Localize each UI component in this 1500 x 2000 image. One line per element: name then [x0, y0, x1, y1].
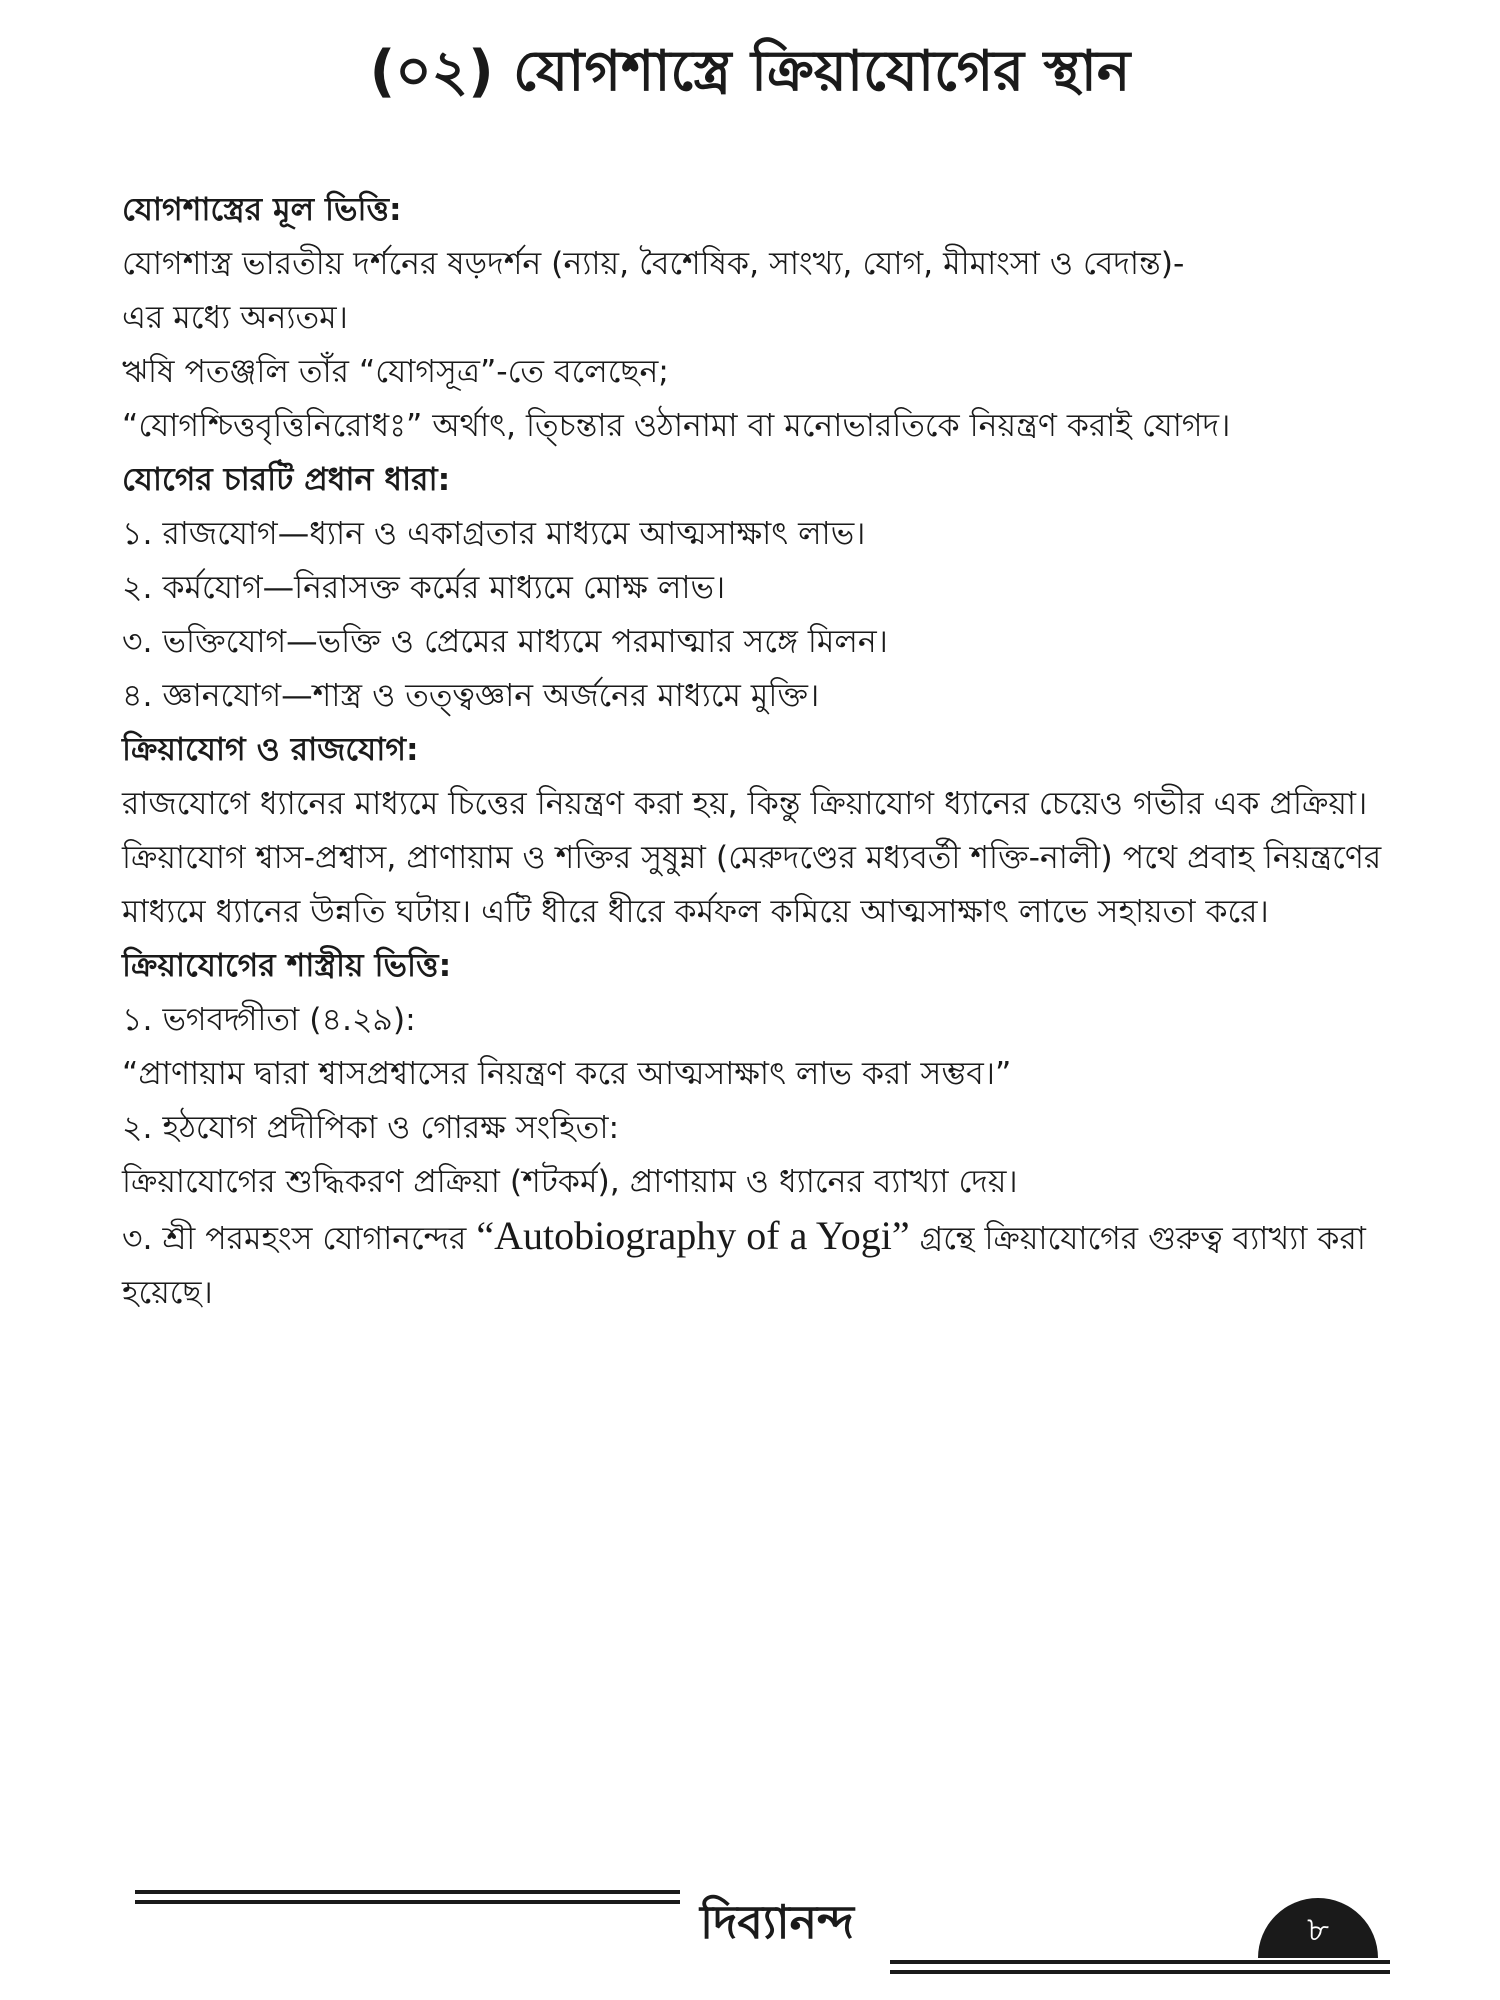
paragraph: যোগশাস্ত্র ভারতীয় দর্শনের ষড়দর্শন (ন্যায়, বৈশেষিক, সাংখ্য, যোগ, মীমাংসা ও বেদান্ত)-	[122, 246, 1185, 282]
paragraph: ক্রিয়াযোগের শুদ্ধিকরণ প্রক্রিয়া (শটকর্ম), প্রাণায়াম ও ধ্যানের ব্যাখ্যা দেয়।	[122, 1164, 1018, 1200]
text-segment: গ্রন্থে ক্রিয়াযোগের গুরুত্ব ব্যাখ্যা করা হয়েছে।	[122, 1221, 1366, 1311]
document-body	[122, 183, 1392, 1320]
list-item: ৩. ভক্তিযোগ—ভক্তি ও প্রেমের মাধ্যমে পরমাত্মার সঙ্গে মিলন।	[122, 624, 888, 660]
footer-rule-right	[890, 1960, 1390, 1980]
list-item: ১. ভগবদ্গীতা (৪.২৯):	[122, 1002, 416, 1038]
section-heading: ক্রিয়াযোগের শাস্ত্রীয় ভিত্তি:	[122, 948, 452, 984]
footer-rule-left	[135, 1890, 680, 1910]
section-heading: যোগশাস্ত্রের মূল ভিত্তি:	[122, 192, 402, 228]
paragraph: রাজযোগে ধ্যানের মাধ্যমে চিত্তের নিয়ন্ত্রণ করা হয়, কিন্তু ক্রিয়াযোগ ধ্যানের চেয়েও গভীর এক প্রক্রিয়া। ক্রিয়াযোগ শ্বাস-প্রশ্বাস, প্রাণায়াম ও শক্তির সুষুম্না (মেরুদণ্ডের মধ্যবর্তী শক্তি-নালী) পথে প্রবাহ নিয়ন্ত্রণের মাধ্যমে ধ্যানের উন্নতি ঘটায়। এটি ধীরে ধীরে কর্মফল কমিয়ে আত্মসাক্ষাৎ লাভে সহায়তা করে।	[122, 786, 1382, 930]
text-segment: ৩. শ্রী পরমহংস যোগানন্দের	[122, 1221, 477, 1257]
page-title: (০২) যোগশাস্ত্রে ক্রিয়াযোগের স্থান	[369, 39, 1131, 104]
paragraph: ঋষি পতঞ্জলি তাঁর “যোগসূত্র”-তে বলেছেন;	[122, 354, 669, 390]
book-title: “Autobiography of a Yogi”	[476, 1213, 910, 1258]
footer-author-name: দিব্যানন্দ	[700, 1895, 854, 1949]
paragraph: “যোগশ্চিত্তবৃত্তিনিরোধঃ” অর্থাৎ, ত্চিন্তার ওঠানামা বা মনোভারতিকে নিয়ন্ত্রণ করাই যোগদ।	[122, 408, 1231, 444]
section-heading: ক্রিয়াযোগ ও রাজযোগ:	[122, 732, 419, 768]
list-item: ২. কর্মযোগ—নিরাসক্ত কর্মের মাধ্যমে মোক্ষ লাভ।	[122, 570, 726, 606]
paragraph: এর মধ্যে অন্যতম।	[122, 300, 348, 336]
quote: “প্রাণায়াম দ্বারা শ্বাসপ্রশ্বাসের নিয়ন্ত্রণ করে আত্মসাক্ষাৎ লাভ করা সম্ভব।”	[122, 1056, 1012, 1092]
list-item: ৪. জ্ঞানযোগ—শাস্ত্র ও তত্ত্বজ্ঞান অর্জনের মাধ্যমে মুক্তি।	[122, 678, 820, 714]
list-item: ২. হঠযোগ প্রদীপিকা ও গোরক্ষ সংহিতা:	[122, 1110, 620, 1146]
section-heading: যোগের চারটি প্রধান ধারা:	[122, 462, 451, 498]
list-item	[122, 1209, 1392, 1320]
page-number-badge: ৮	[1258, 1898, 1378, 1958]
list-item: ১. রাজযোগ—ধ্যান ও একাগ্রতার মাধ্যমে আত্মসাক্ষাৎ লাভ।	[122, 516, 866, 552]
